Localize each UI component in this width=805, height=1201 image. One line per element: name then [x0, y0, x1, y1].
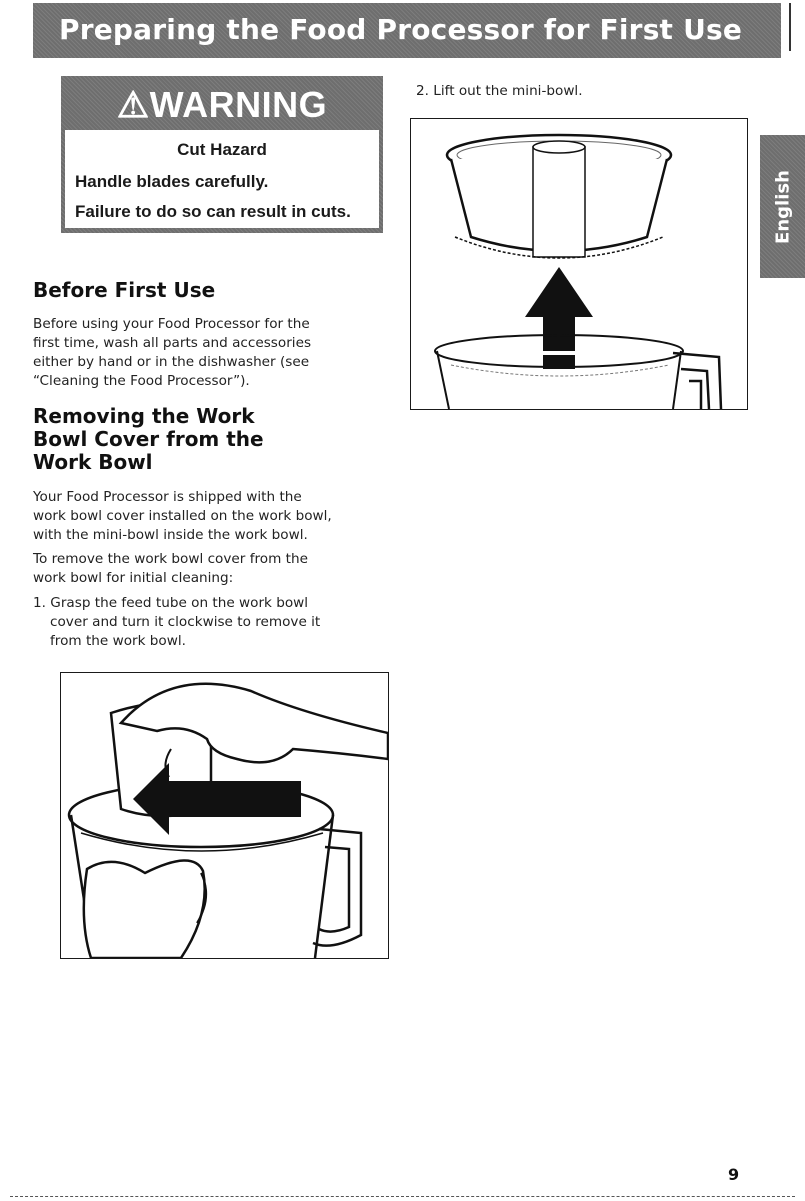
- header-band: [33, 3, 781, 58]
- text-line: cover and turn it clockwise to remove it: [50, 614, 321, 630]
- warning-box: [61, 76, 383, 233]
- page-number: 9: [728, 1165, 740, 1184]
- header-divider: [789, 3, 791, 51]
- bottom-divider: [10, 1196, 795, 1197]
- text-line: either by hand or in the dishwasher (see: [33, 354, 310, 370]
- removing-para-1: [33, 488, 398, 545]
- language-tab: [760, 135, 805, 278]
- text-line: from the work bowl.: [50, 633, 186, 649]
- text-line: “Cleaning the Food Processor”).: [33, 373, 250, 389]
- warning-heading: ⚠WARNING: [116, 84, 328, 125]
- text-line: first time, wash all parts and accessories: [33, 335, 312, 351]
- text-line: work bowl for initial cleaning:: [33, 570, 234, 586]
- arrow-up-icon: [525, 267, 593, 351]
- section-title-before-first-use: Before First Use: [33, 278, 216, 302]
- warning-line-3: Failure to do so can result in cuts.: [75, 202, 351, 221]
- title-line: Bowl Cover from the: [33, 427, 264, 451]
- text-line: Before using your Food Processor for the: [33, 316, 310, 332]
- warning-line-1: Cut Hazard: [177, 140, 267, 159]
- text-line: with the mini-bowl inside the work bowl.: [33, 527, 308, 543]
- title-line: Work Bowl: [33, 450, 153, 474]
- removing-para-2: [33, 550, 398, 588]
- language-tab-label: English: [772, 169, 793, 244]
- figure-remove-cover: [60, 672, 389, 959]
- figure-lift-mini-bowl: [410, 118, 748, 410]
- page-title: Preparing the Food Processor for First Use: [59, 13, 743, 46]
- warning-line-2: Handle blades carefully.: [75, 172, 269, 191]
- warning-body: [65, 130, 379, 228]
- section-title-removing-cover: [33, 405, 264, 474]
- text-line: 1. Grasp the feed tube on the work bowl: [33, 595, 309, 611]
- step-2: 2. Lift out the mini-bowl.: [416, 83, 583, 99]
- remove-cover-illustration: [61, 673, 388, 958]
- mini-bowl-illustration: [411, 119, 747, 409]
- text-line: work bowl cover installed on the work bowl,: [33, 508, 332, 524]
- text-line: To remove the work bowl cover from the: [33, 551, 308, 567]
- text-line: Your Food Processor is shipped with the: [33, 489, 302, 505]
- title-line: Removing the Work: [33, 404, 255, 428]
- before-first-use-text: [33, 315, 393, 391]
- step-1: [33, 594, 398, 651]
